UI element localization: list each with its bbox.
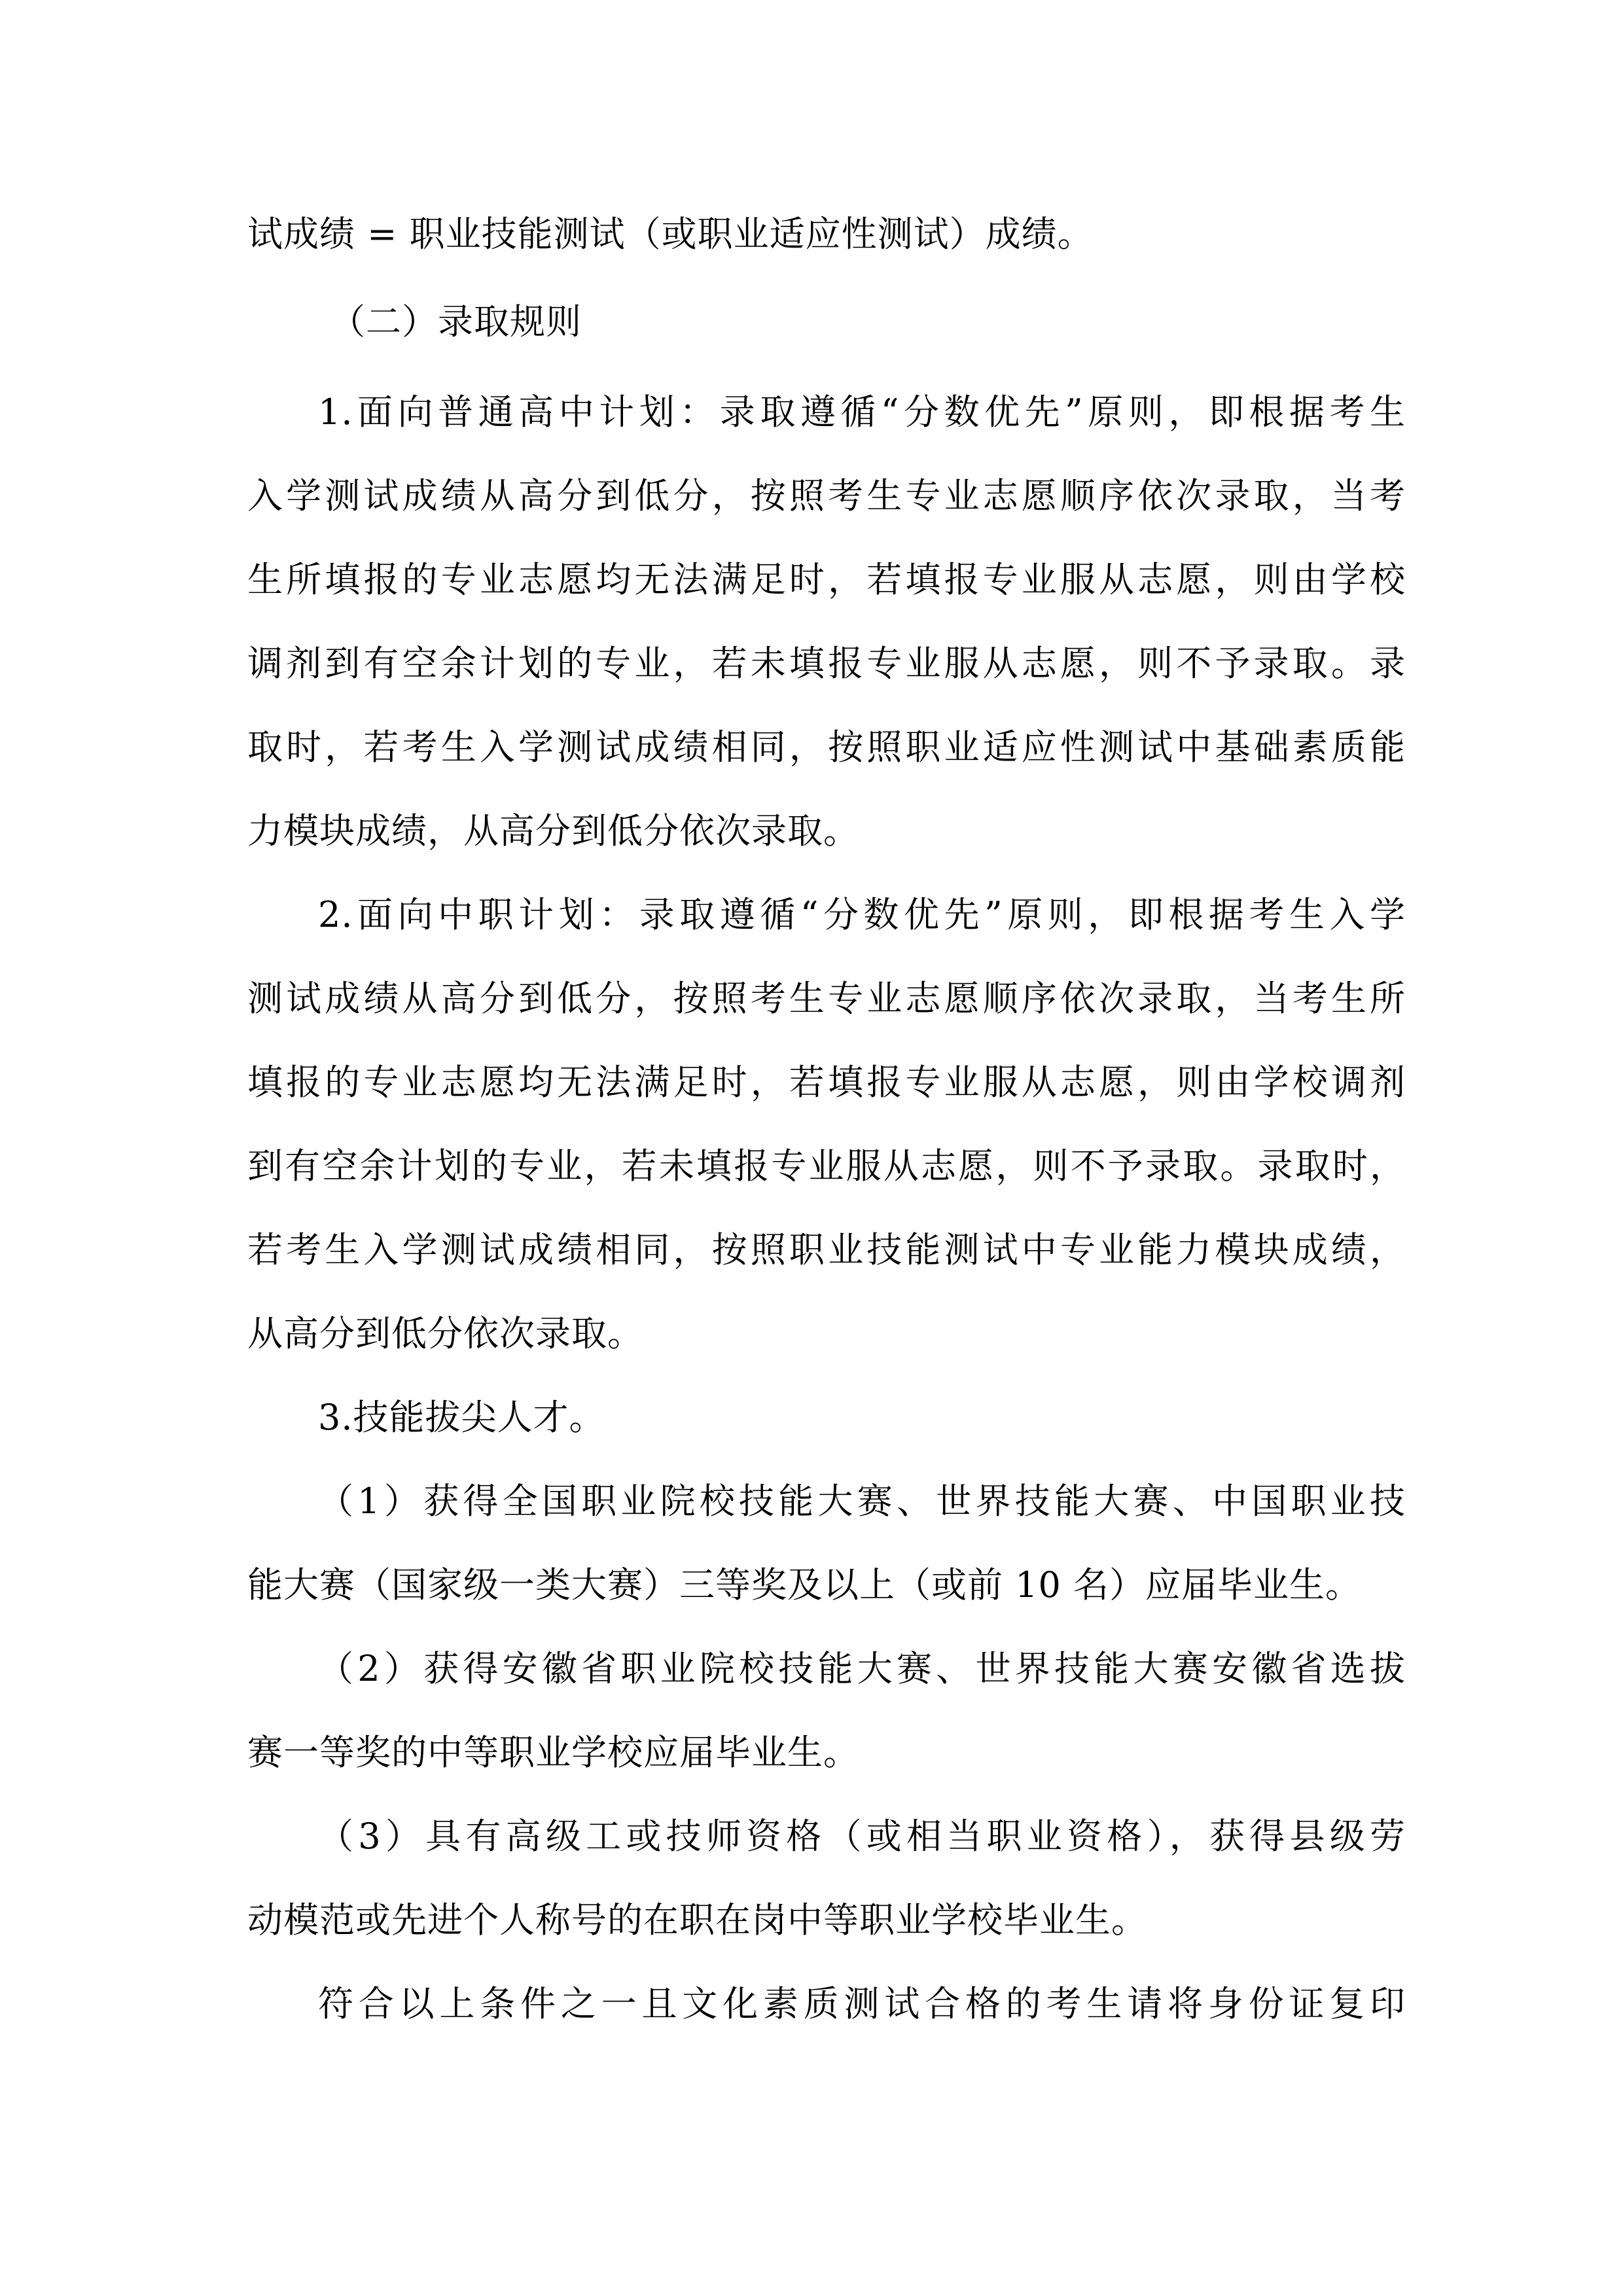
text-line-16: （1）获得全国职业院校技能大赛、世界技能大赛、中国职业技 xyxy=(318,1480,1406,1522)
text-line-8: 力模块成绩，从高分到低分依次录取。 xyxy=(247,810,859,852)
text-line-22: 符合以上条件之一且文化素质测试合格的考生请将身份证复印 xyxy=(318,1983,1406,2024)
text-line-7: 取时，若考生入学测试成绩相同，按照职业适应性测试中基础素质能 xyxy=(247,726,1406,768)
text-line-17: 能大赛（国家级一类大赛）三等奖及以上（或前 10 名）应届毕业生。 xyxy=(247,1564,1362,1605)
section-heading-admission-rules: （二）录取规则 xyxy=(330,301,582,342)
text-line-21: 动模范或先进个人称号的在职在岗中等职业学校毕业生。 xyxy=(247,1899,1147,1941)
text-line-11: 填报的专业志愿均无法满足时，若填报专业服从志愿，则由学校调剂 xyxy=(247,1062,1406,1103)
text-line-4: 入学测试成绩从高分到低分，按照考生专业志愿顺序依次录取，当考 xyxy=(247,475,1406,516)
text-line-5: 生所填报的专业志愿均无法满足时，若填报专业服从志愿，则由学校 xyxy=(247,559,1406,600)
text-line-13: 若考生入学测试成绩相同，按照职业技能测试中专业能力模块成绩， xyxy=(247,1229,1406,1270)
text-line-6: 调剂到有空余计划的专业，若未填报专业服从志愿，则不予录取。录 xyxy=(247,643,1406,684)
text-line-18: （2）获得安徽省职业院校技能大赛、世界技能大赛安徽省选拔 xyxy=(318,1648,1406,1689)
text-line-14: 从高分到低分依次录取。 xyxy=(247,1313,643,1354)
text-line-10: 测试成绩从高分到低分，按照考生专业志愿顺序依次录取，当考生所 xyxy=(247,978,1406,1019)
text-line-12: 到有空余计划的专业，若未填报专业服从志愿，则不予录取。录取时， xyxy=(247,1145,1406,1187)
text-line-1: 试成绩 = 职业技能测试（或职业适应性测试）成绩。 xyxy=(247,213,1094,255)
text-line-20: （3）具有高级工或技师资格（或相当职业资格），获得县级劳 xyxy=(318,1816,1406,1857)
text-line-19: 赛一等奖的中等职业学校应届毕业生。 xyxy=(247,1732,859,1773)
text-line-9: 2.面向中职计划：录取遵循“分数优先”原则，即根据考生入学 xyxy=(318,894,1406,935)
text-line-3: 1.面向普通高中计划：录取遵循“分数优先”原则，即根据考生 xyxy=(318,391,1406,433)
text-line-15: 3.技能拔尖人才。 xyxy=(318,1397,605,1438)
